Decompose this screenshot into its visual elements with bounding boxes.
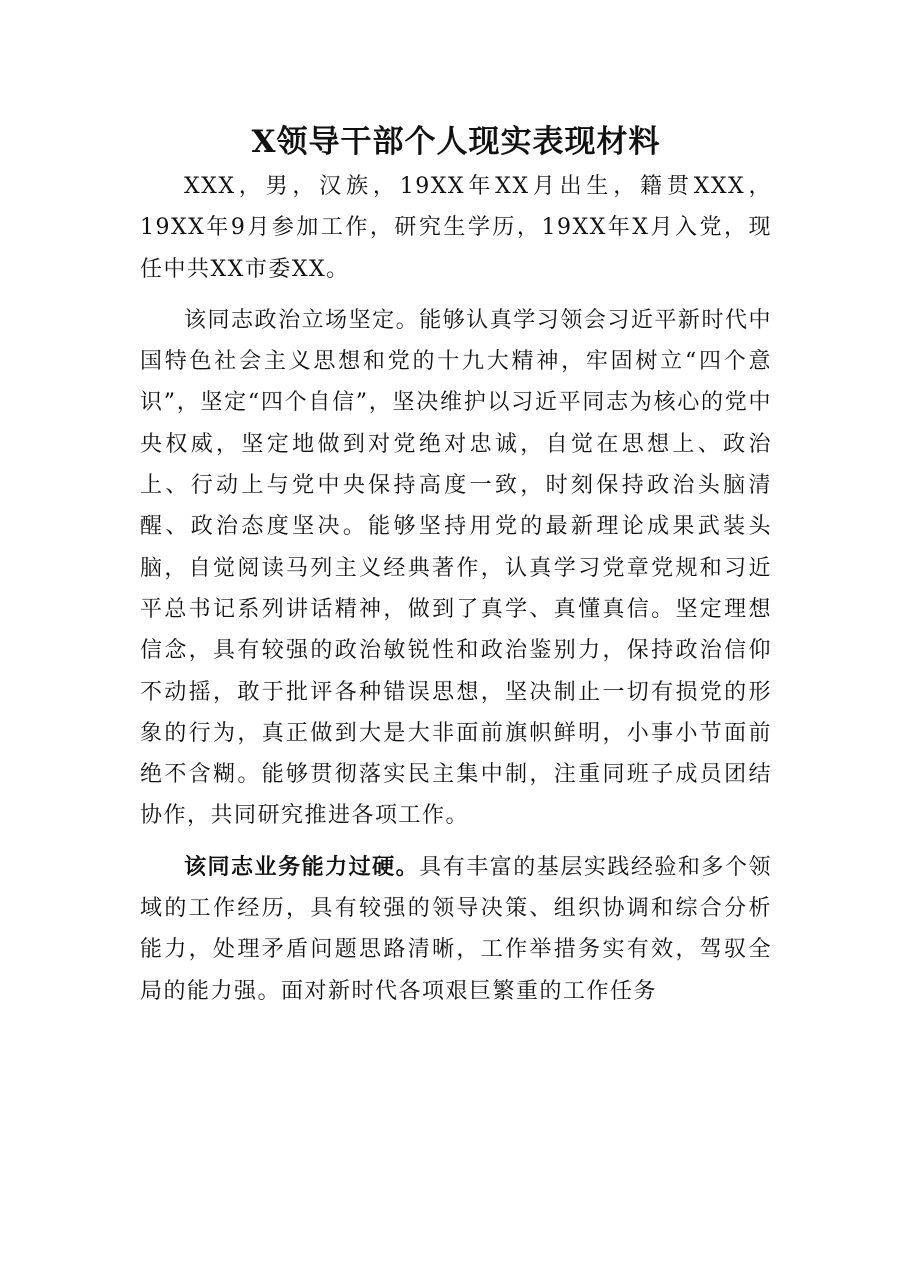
document-page	[140, 118, 772, 1012]
document-title: X领导干部个人现实表现材料	[251, 124, 661, 160]
paragraph-text: XXX，男，汉族，19XX年XX月出生，籍贯XXX，19XX年9月参加工作，研究生学历，19XX年X月入党，现任中共XX市委XX。	[140, 174, 772, 282]
paragraph-work-ability	[140, 847, 772, 1012]
paragraph-political-stance	[140, 300, 772, 837]
paragraph-text: 具有丰富的基层实践经验和多个领域的工作经历，具有较强的领导决策、组织协调和综合分析能力，处理矛盾问题思路清晰，工作举措务实有效，驾驭全局的能力强。面对新时代各项艰巨繁重的工作任务	[140, 854, 772, 1004]
paragraph-basic-info	[140, 166, 772, 290]
paragraph-lead: 该同志业务能力过硬。	[184, 853, 420, 880]
paragraph-text: 该同志政治立场坚定。能够认真学习领会习近平新时代中国特色社会主义思想和党的十九大精神，牢固树立“四个意识”，坚定“四个自信”，坚决维护以习近平同志为核心的党中央权威，坚定地做到对党绝对忠诚，自觉在思想上、政治上、行动上与党中央保持高度一致，时刻保持政治头脑清醒、政治态度坚决。能够坚持用党的最新理论成果武装头脑，自觉阅读马列主义经典著作，认真学习党章党规和习近平总书记系列讲话精神，做到了真学、真懂真信。坚定理想信念，具有较强的政治敏锐性和政治鉴别力，保持政治信仰不动摇，敢于批评各种错误思想，坚决制止一切有损党的形象的行为，真正做到大是大非面前旗帜鲜明，小事小节面前绝不含糊。能够贯彻落实民主集中制，注重同班子成员团结协作，共同研究推进各项工作。	[140, 307, 772, 829]
